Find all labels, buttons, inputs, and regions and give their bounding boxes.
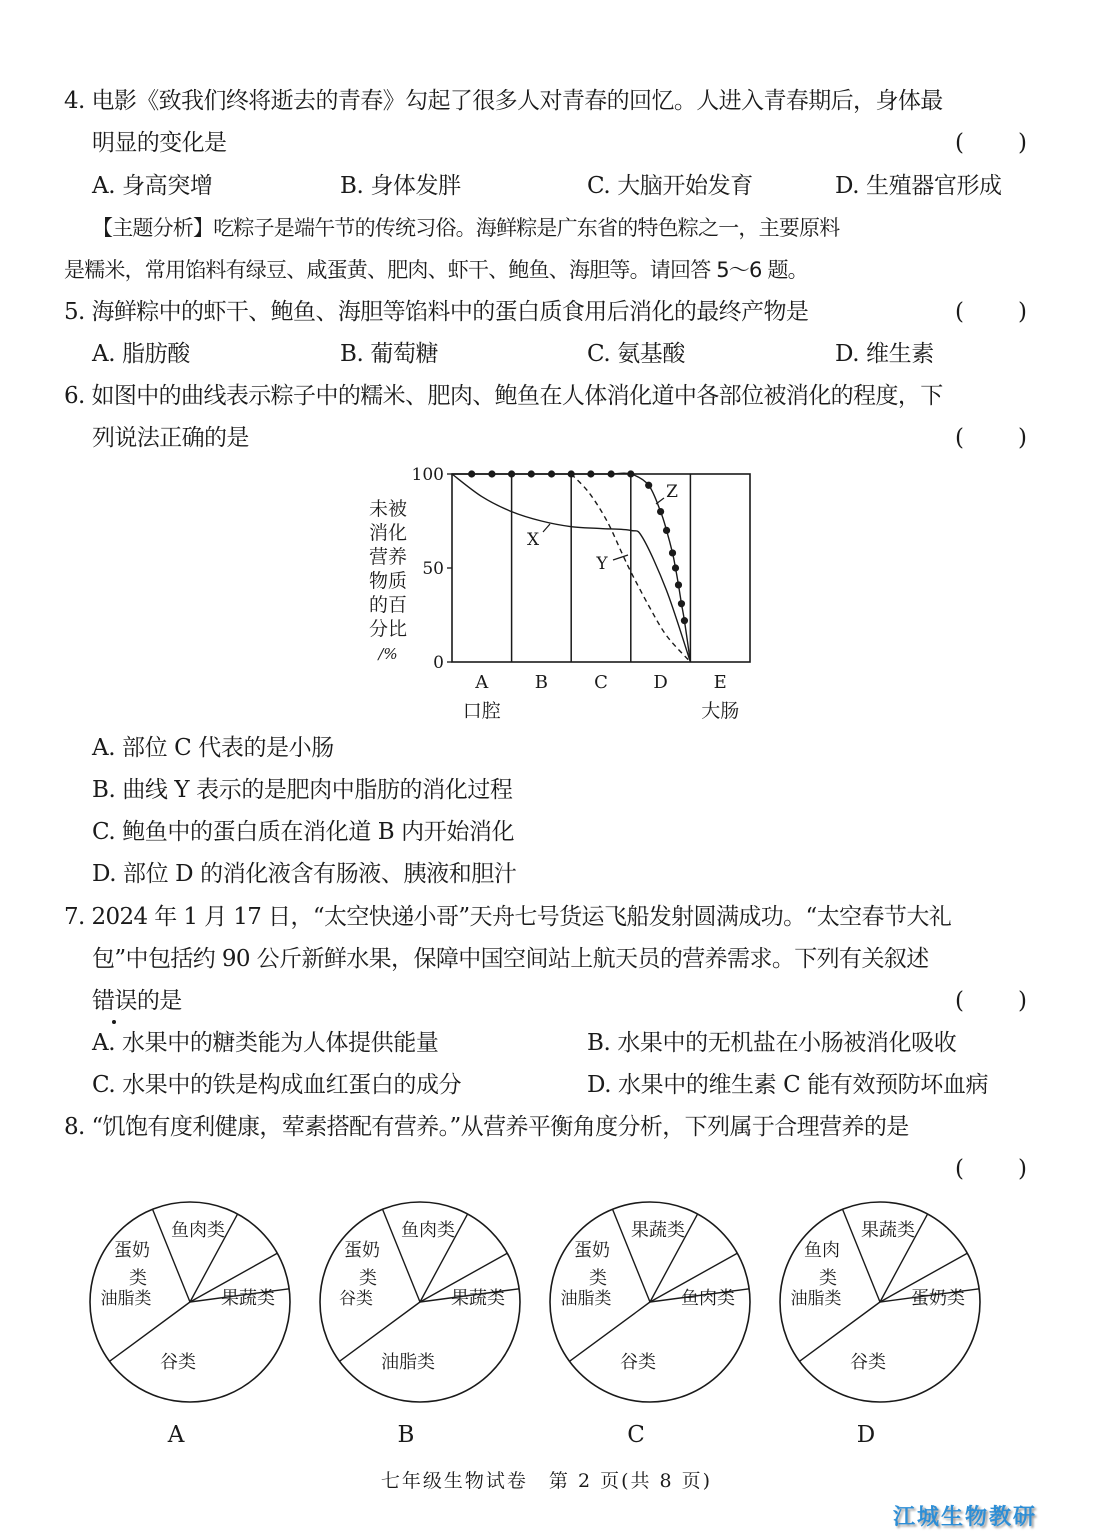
topic-analysis-line2: 是糯米，常用馅料有绿豆、咸蛋黄、肥肉、虾干、鲍鱼、海胆等。请回答 5～6 题。 bbox=[64, 258, 808, 282]
pie-slice-label: 鱼肉类 bbox=[171, 1220, 225, 1241]
pie-slice-label: 鱼肉类 bbox=[401, 1220, 455, 1241]
q6-answer-blank bbox=[955, 423, 1027, 453]
q5-option-a: A. 脂肪酸 bbox=[92, 341, 190, 367]
topic-analysis-line1: 【主题分析】吃粽子是端午节的传统习俗。海鲜粽是广东省的特色粽之一，主要原料 bbox=[92, 216, 840, 240]
paren-close: ) bbox=[1018, 299, 1027, 325]
series-point-z bbox=[508, 470, 515, 477]
q7-option-c: C. 水果中的铁是构成血红蛋白的成分 bbox=[92, 1072, 462, 1098]
series-point-z bbox=[657, 508, 664, 515]
q5-option-d: D. 维生素 bbox=[835, 341, 934, 367]
y-axis-label-part: 营养 bbox=[368, 546, 408, 568]
pie-slice-label-cont: 类 bbox=[819, 1268, 837, 1289]
series-point-z bbox=[627, 470, 634, 477]
pie-slice-label: 油脂类 bbox=[100, 1289, 152, 1309]
y-axis-label-part: 物质 bbox=[368, 570, 408, 592]
pie-chart-a bbox=[90, 1202, 290, 1448]
pie-slice-label: 鱼肉类 bbox=[681, 1288, 735, 1309]
y-axis-label-part: 消化 bbox=[368, 522, 408, 544]
x-section-label: D bbox=[653, 672, 668, 693]
pie-slice-label: 谷类 bbox=[620, 1352, 656, 1373]
y-axis-ticks bbox=[412, 465, 452, 673]
q6-option-d: D. 部位 D 的消化液含有肠液、胰液和胆汁 bbox=[92, 861, 517, 887]
q4-stem-line2: 明显的变化是 bbox=[92, 130, 227, 156]
emphasis-text: 错误 bbox=[92, 988, 137, 1014]
x-section-label: C bbox=[594, 672, 608, 693]
q4-option-a: A. 身高突增 bbox=[92, 173, 213, 199]
q7-option-d: D. 水果中的维生素 C 能有效预防坏血病 bbox=[587, 1072, 989, 1098]
x-section-label: A bbox=[475, 672, 489, 693]
curve-label-x: X bbox=[526, 530, 540, 550]
pie-slice-label: 蛋奶 bbox=[114, 1240, 150, 1261]
q6-option-c: C. 鲍鱼中的蛋白质在消化道 B 内开始消化 bbox=[92, 819, 515, 845]
watermark-logo: 江城生物教研 bbox=[893, 1505, 1038, 1530]
diet-pie-charts bbox=[0, 1180, 1093, 1460]
series-point-z bbox=[675, 581, 682, 588]
series-point-z bbox=[548, 470, 555, 477]
pie-slice-label: 蛋奶 bbox=[344, 1240, 380, 1261]
series-point-z bbox=[568, 470, 575, 477]
paren-open: ( bbox=[955, 425, 964, 451]
pie-slice-label-cont: 类 bbox=[129, 1268, 147, 1289]
y-axis-label-part: 分比 bbox=[368, 618, 408, 640]
paren-open: ( bbox=[955, 1156, 964, 1182]
x-section-name: 大肠 bbox=[701, 700, 740, 722]
pie-slice-label: 果蔬类 bbox=[631, 1220, 685, 1241]
q7-answer-blank bbox=[955, 986, 1027, 1016]
q7-stem-line3-rest: 的是 bbox=[136, 988, 182, 1014]
series-point-z bbox=[468, 470, 475, 477]
q4-option-d: D. 生殖器官形成 bbox=[835, 173, 1002, 199]
series-point-z bbox=[528, 470, 535, 477]
paren-close: ) bbox=[1018, 1156, 1027, 1182]
q7-stem-line2: 包”中包括约 90 公斤新鲜水果，保障中国空间站上航天员的营养需求。下列有关叙述 bbox=[92, 946, 929, 972]
pie-slice-label: 果蔬类 bbox=[221, 1288, 275, 1309]
q7-option-b: B. 水果中的无机盐在小肠被消化吸收 bbox=[587, 1030, 957, 1056]
series-point-z bbox=[672, 564, 679, 571]
q7-stem-line3 bbox=[92, 986, 182, 1016]
series-point-z bbox=[488, 470, 495, 477]
pie-option-label: B bbox=[397, 1422, 415, 1448]
y-tick-label: 100 bbox=[411, 465, 444, 485]
x-section-label: E bbox=[713, 672, 727, 693]
q8-stem: 8. “饥饱有度利健康，荤素搭配有营养。”从营养平衡角度分析，下列属于合理营养的是 bbox=[64, 1114, 909, 1140]
pie-option-label: C bbox=[627, 1422, 645, 1448]
pie-slice-label: 谷类 bbox=[339, 1289, 373, 1309]
digestion-chart bbox=[350, 460, 770, 725]
pie-chart-c bbox=[550, 1202, 750, 1448]
pie-slice-label: 蛋奶 bbox=[574, 1240, 610, 1261]
x-section-label: B bbox=[534, 672, 549, 693]
pie-slice-label: 油脂类 bbox=[790, 1289, 842, 1309]
q6-stem-line2: 列说法正确的是 bbox=[92, 425, 249, 451]
x-axis-sections bbox=[463, 672, 739, 722]
pie-slice-label: 鱼肉 bbox=[804, 1240, 840, 1261]
series-point-z bbox=[678, 600, 685, 607]
series-point-z bbox=[608, 470, 615, 477]
q4-option-b: B. 身体发胖 bbox=[340, 173, 461, 199]
y-axis-label bbox=[369, 498, 407, 663]
q5-answer-blank bbox=[955, 297, 1027, 327]
series-point-z bbox=[663, 527, 670, 534]
series-point-z bbox=[669, 549, 676, 556]
q4-stem-line1: 4. 电影《致我们终将逝去的青春》勾起了很多人对青春的回忆。人进入青春期后，身体最 bbox=[64, 88, 943, 114]
series-point-z bbox=[587, 470, 594, 477]
q7-stem-line1: 7. 2024 年 1 月 17 日，“太空快递小哥”天舟七号货运飞船发射圆满成功。“太空春节大礼 bbox=[64, 904, 952, 930]
curve-label-y: Y bbox=[596, 554, 608, 574]
paren-open: ( bbox=[955, 988, 964, 1014]
q6-stem-line1: 6. 如图中的曲线表示粽子中的糯米、肥肉、鲍鱼在人体消化道中各部位被消化的程度，下 bbox=[64, 383, 943, 409]
paren-open: ( bbox=[955, 130, 964, 156]
pie-chart-b bbox=[320, 1202, 520, 1448]
q5-option-c: C. 氨基酸 bbox=[587, 341, 686, 367]
pie-slice-label-cont: 类 bbox=[359, 1268, 377, 1289]
series-point-z bbox=[645, 482, 652, 489]
q4-answer-blank bbox=[955, 128, 1027, 158]
q7-option-a: A. 水果中的糖类能为人体提供能量 bbox=[92, 1030, 439, 1056]
pie-slice-label: 油脂类 bbox=[381, 1352, 435, 1373]
paren-open: ( bbox=[955, 299, 964, 325]
pie-slice-label: 谷类 bbox=[850, 1352, 886, 1373]
curve-label-leader bbox=[613, 555, 628, 560]
y-axis-label-part: /% bbox=[378, 645, 398, 663]
curve-label-z: Z bbox=[666, 482, 678, 502]
paren-close: ) bbox=[1018, 988, 1027, 1014]
y-tick-label: 0 bbox=[433, 653, 444, 673]
pie-slice-label-cont: 类 bbox=[589, 1268, 607, 1289]
series-point-z bbox=[681, 617, 688, 624]
pie-slice-label: 果蔬类 bbox=[861, 1220, 915, 1241]
q4-option-c: C. 大脑开始发育 bbox=[587, 173, 753, 199]
q6-option-b: B. 曲线 Y 表示的是肥肉中脂肪的消化过程 bbox=[92, 777, 513, 803]
pie-slice-label: 油脂类 bbox=[560, 1289, 612, 1309]
pie-option-label: D bbox=[856, 1422, 876, 1448]
q5-option-b: B. 葡萄糖 bbox=[340, 341, 439, 367]
pie-chart-d bbox=[780, 1202, 980, 1448]
pie-slice-label: 果蔬类 bbox=[451, 1288, 505, 1309]
x-section-name: 口腔 bbox=[462, 700, 501, 722]
pie-option-label: A bbox=[167, 1422, 185, 1448]
pie-slice-label: 谷类 bbox=[160, 1352, 196, 1373]
curve-label-leader bbox=[543, 524, 550, 532]
page-footer: 七年级生物试卷 第 2 页(共 8 页) bbox=[380, 1470, 713, 1492]
paren-close: ) bbox=[1018, 130, 1027, 156]
y-tick-label: 50 bbox=[422, 559, 444, 579]
y-axis-label-part: 的百 bbox=[368, 594, 408, 616]
q5-stem: 5. 海鲜粽中的虾干、鲍鱼、海胆等馅料中的蛋白质食用后消化的最终产物是 bbox=[64, 299, 809, 325]
y-axis-label-part: 未被 bbox=[368, 498, 408, 520]
pie-slice-label: 蛋奶类 bbox=[911, 1288, 965, 1309]
paren-close: ) bbox=[1018, 425, 1027, 451]
q6-option-a: A. 部位 C 代表的是小肠 bbox=[92, 735, 334, 761]
